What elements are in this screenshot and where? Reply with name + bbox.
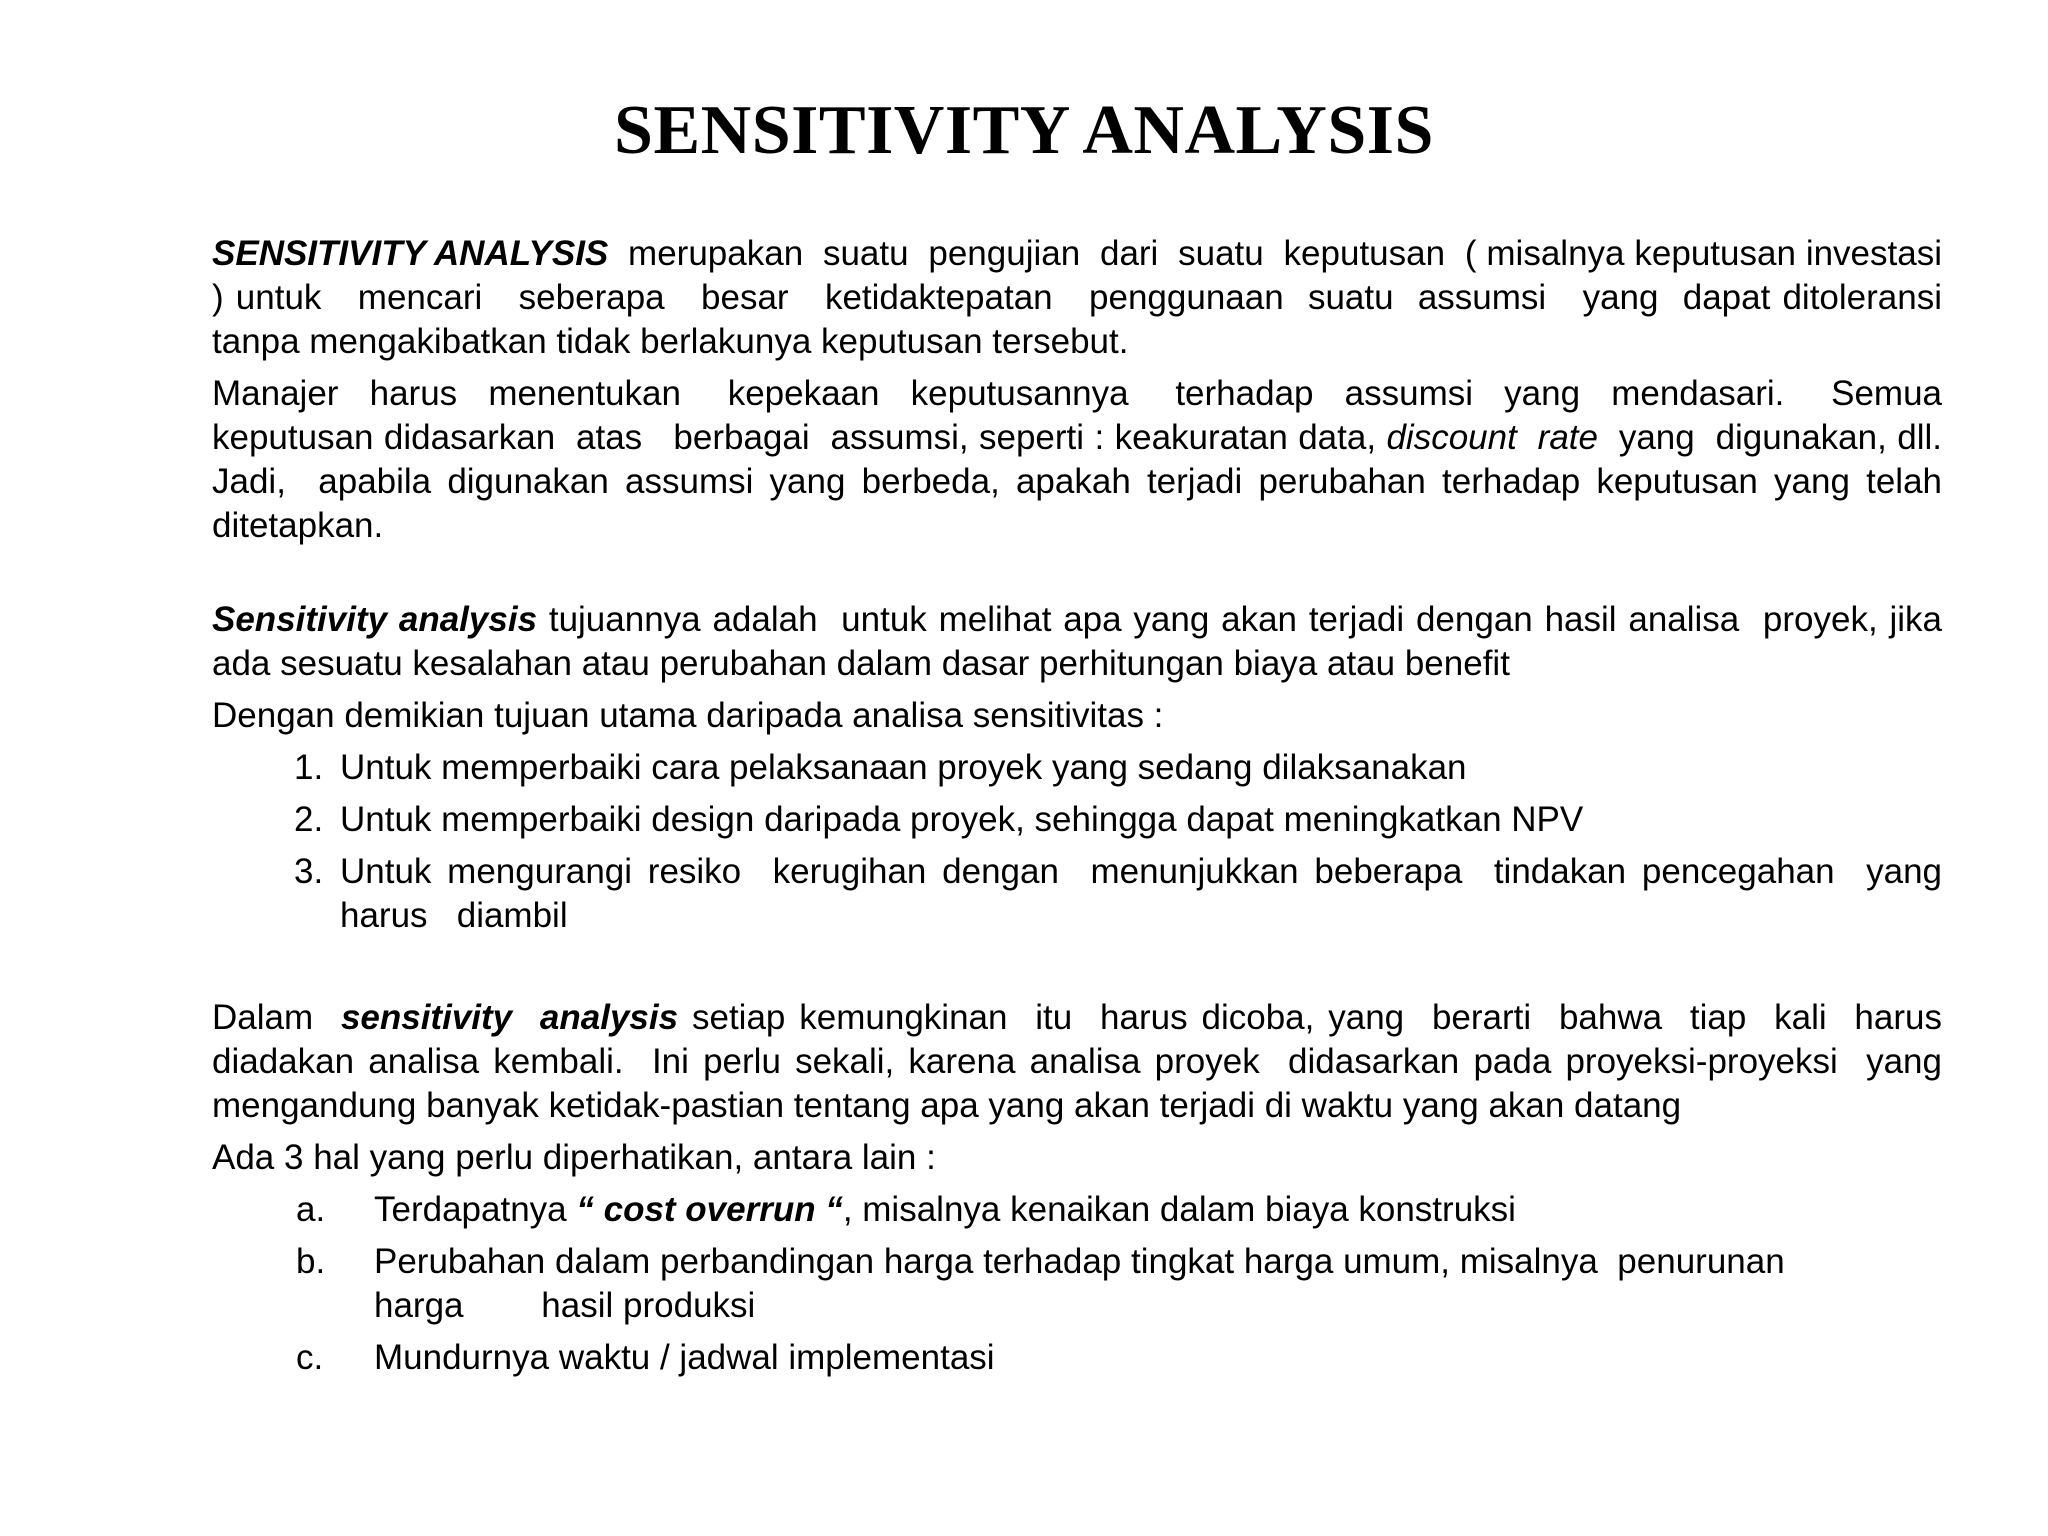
goals-list (212, 746, 1952, 938)
paragraph-analysis (212, 996, 1952, 1128)
list-item-text-end: , misalnya kenaikan dalam biaya konstruksi (842, 1190, 1516, 1229)
purpose-text: tujuannya adalah untuk melihat apa yang akan terjadi dengan hasil analisa proyek, jika ada sesuatu kesalahan atau perubahan dalam dasar perhitungan biaya atau benefit (212, 600, 1952, 683)
list-item-text-start: Terdapatnya (374, 1190, 577, 1229)
list-item (212, 746, 1942, 790)
slide-body (212, 232, 1972, 1388)
term-cost-overrun: “ cost overrun “ (576, 1190, 843, 1229)
analysis-text-end: setiap kemungkinan itu harus dicoba, yang berarti bahwa tiap kali harus diadakan analisa kembali. Ini perlu sekali, karena analisa proyek didasarkan pada proyeksi-proyeksi yang mengandung banyak ketidak-pastian tentang apa yang akan terjadi di waktu yang akan datang (212, 998, 1952, 1125)
term-discount-rate: discount rate (1386, 418, 1598, 457)
analysis-text-start: Dalam (212, 998, 341, 1037)
list-item-line-1: Perubahan dalam perbandingan harga terhadap tingkat harga umum, misalnya penurunan (374, 1242, 1785, 1281)
definition-text: merupakan suatu pengujian dari suatu keputusan ( misalnya keputusan investasi ) untuk mencari seberapa besar ketidaktepatan penggunaan suatu assumsi yang dapat ditoleransi tanpa mengakibatkan tidak berlakunya keputusan tersebut. (212, 234, 1972, 361)
list-item (212, 850, 1952, 938)
list-item (212, 1336, 1942, 1380)
considerations-list (212, 1188, 1942, 1380)
list-item (212, 1188, 1942, 1232)
paragraph-purpose (212, 598, 1952, 686)
list-marker: c. (296, 1338, 324, 1377)
manager-text-start: Manajer harus menentukan kepekaan keputusannya terhadap assumsi yang mendasari. Semua keputusan didasarkan atas berbagai assumsi, seperti : keakuratan data, (212, 374, 1952, 457)
paragraph-manager (212, 372, 1972, 548)
list-item-text: Untuk memperbaiki design daripada proyek, sehingga dapat meningkatkan NPV (340, 800, 1584, 839)
term-sensitivity-analysis: SENSITIVITY ANALYSIS (212, 234, 609, 273)
list-item-text: Mundurnya waktu / jadwal implementasi (374, 1338, 995, 1377)
term-sensitivity-analysis-2: Sensitivity analysis (212, 600, 538, 639)
list-marker: a. (296, 1190, 326, 1229)
paragraph-definition (212, 232, 1972, 364)
list-item-line-2: harga hasil produksi (374, 1286, 756, 1325)
list-marker: b. (296, 1242, 326, 1281)
list-item (212, 1240, 1942, 1328)
paragraph-considerations-intro: Ada 3 hal yang perlu diperhatikan, antara lain : (212, 1138, 936, 1177)
list-item-text: Untuk memperbaiki cara pelaksanaan proyek yang sedang dilaksanakan (340, 748, 1467, 787)
list-item (212, 798, 1942, 842)
list-marker: 1. (294, 748, 324, 787)
list-item-text: Untuk mengurangi resiko kerugihan dengan menunjukkan beberapa tindakan pencegahan yang harus diambil (340, 852, 1952, 935)
list-marker: 3. (294, 852, 324, 891)
manager-text-end: yang digunakan, dll. Jadi, apabila digunakan assumsi yang berbeda, apakah terjadi perubahan terhadap keputusan yang telah ditetapkan. (212, 418, 1972, 545)
term-sensitivity-analysis-3: sensitivity analysis (340, 998, 679, 1037)
list-marker: 2. (294, 800, 324, 839)
paragraph-goals-intro: Dengan demikian tujuan utama daripada analisa sensitivitas : (212, 696, 1164, 735)
slide-title: SENSITIVITY ANALYSIS (614, 92, 1434, 169)
